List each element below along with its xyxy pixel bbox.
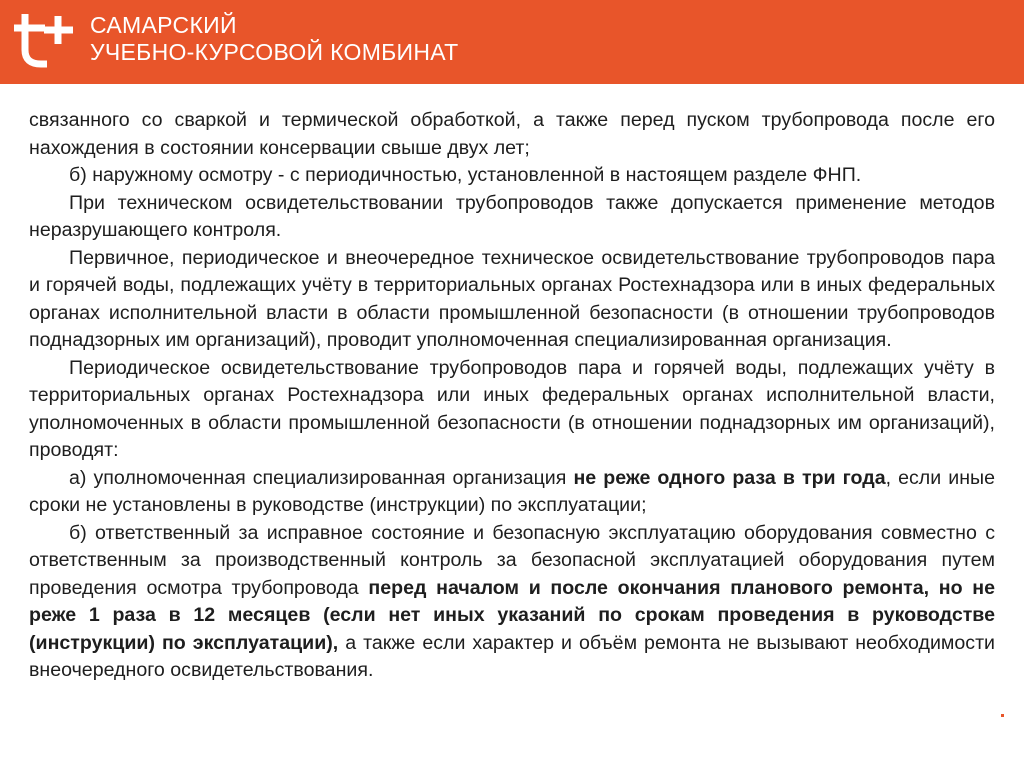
paragraph-external-inspection: б) наружному осмотру - с периодичностью, установленной в настоящем разделе ФНП. (69, 164, 862, 186)
decorative-dot (1001, 714, 1004, 717)
brand-line-1: САМАРСКИЙ (90, 12, 237, 38)
item-a-text-end: , если иные сроки не установлены в руководстве (инструкции) по эксплуатации; (29, 466, 995, 516)
item-b-emphasis: перед началом и после окончания планового ремонта, но не реже 1 раза в 12 месяцев (если нет иных указаний по срокам проведения в руководстве (инструкции) по эксплуатации), (29, 576, 995, 654)
paragraph-item-a (29, 465, 995, 520)
item-a-text: а) уполномоченная специализированная организация (69, 466, 574, 489)
paragraph-continuation: связанного со сваркой и термической обработкой, а также перед пуском трубопровода после его нахождения в состоянии консервации свыше двух лет; (29, 109, 995, 159)
brand-line-2: УЧЕБНО-КУРСОВОЙ КОМБИНАТ (90, 39, 459, 65)
item-b-text-end: а также если характер и объём ремонта не вызывают необходимости внеочередного освидетельствования. (29, 631, 995, 681)
paragraph-item-b (29, 520, 995, 685)
item-b-text: б) ответственный за исправное состояние и безопасную эксплуатацию оборудования совместно с ответственным за производственный контроль за безопасной эксплуатацией оборудования путем проведения осмотра трубопровода (29, 521, 995, 599)
brand-name (90, 12, 458, 66)
tplus-logo-icon (11, 10, 77, 72)
paragraph-periodic-inspection: Периодическое освидетельствование трубопроводов пара и горячей воды, подлежащих учёту в территориальных органах Ростехнадзора или иных федеральных органах исполнительной власти, уполномоченных в области промышленной безопасности (в отношении поднадзорных им организаций), проводят: (29, 356, 995, 461)
paragraph-ndt-methods: При техническом освидетельствовании трубопроводов также допускается применение методов неразрушающего контроля. (29, 191, 995, 241)
header-bar (0, 0, 1024, 84)
paragraph-primary-inspection: Первичное, периодическое и внеочередное техническое освидетельствование трубопроводов пара и горячей воды, подлежащих учёту в территориальных органах Ростехнадзора или в иных федеральных органах исполнительной власти в области промышленной безопасности (в отношении трубопроводов поднадзорных им организаций), проводит уполномоченная специализированная организация. (29, 246, 995, 351)
item-a-emphasis: не реже одного раза в три года (573, 466, 886, 489)
document-body (29, 107, 995, 685)
